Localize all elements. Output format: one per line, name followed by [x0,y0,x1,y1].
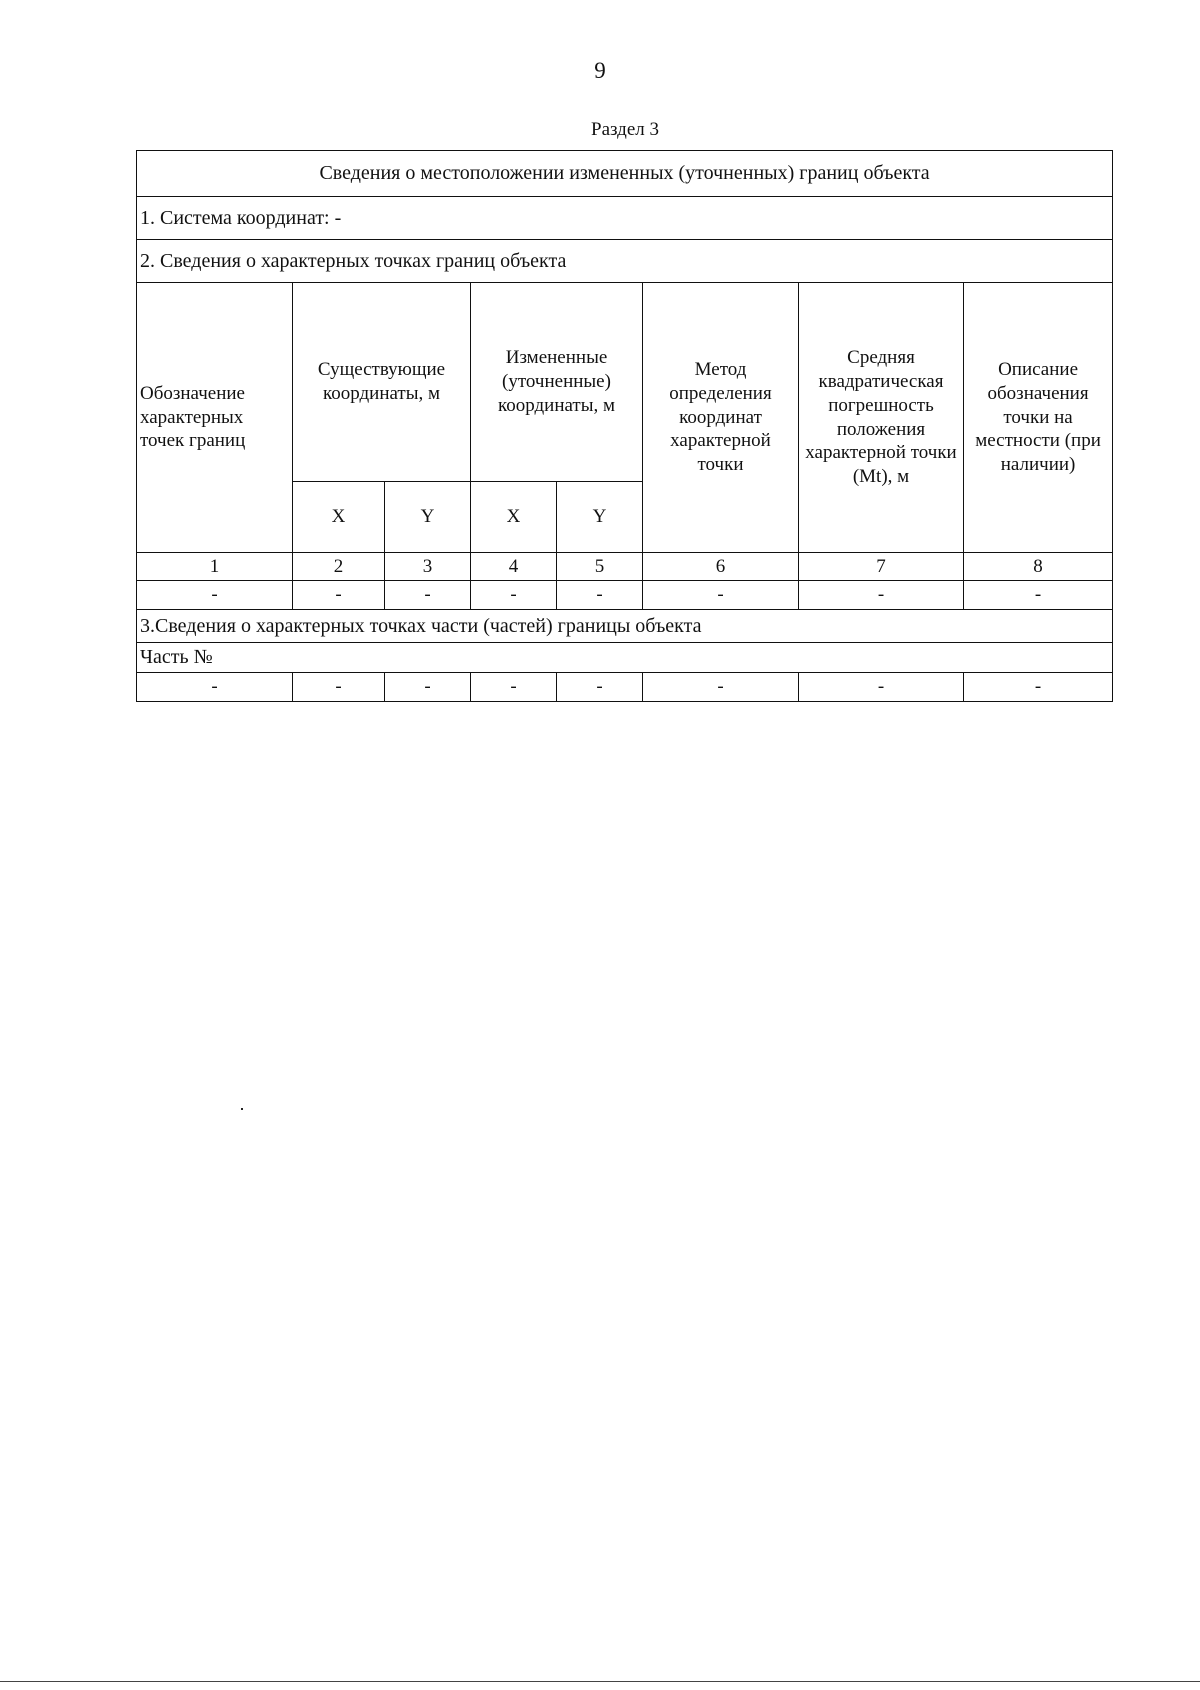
table-cell: - [137,581,293,610]
header-changed-coordinates: Измененные (уточненные) координаты, м [471,283,643,482]
table-title-row [137,151,1113,197]
table-cell: - [643,581,799,610]
points-heading: 2. Сведения о характерных точках границ объекта [137,240,1113,283]
scan-speck [241,1108,243,1110]
column-number-row [137,553,1113,581]
header-method: Метод определения координат характерной точки [643,283,799,553]
table-cell: - [799,581,964,610]
header-y-changed: Y [557,482,643,553]
section-title: Раздел 3 [591,119,659,140]
table-cell: - [557,581,643,610]
table-cell: - [557,673,643,702]
header-point-designation: Обозначение характерных точек границ [137,283,293,553]
column-number: 1 [137,553,293,581]
header-existing-coordinates: Существующие координаты, м [293,283,471,482]
header-row [137,283,1113,482]
points-heading-row [137,240,1113,283]
table-cell: - [137,673,293,702]
table-cell: - [293,581,385,610]
header-x-existing: X [293,482,385,553]
header-point-description: Описание обозначения точки на местности (при наличии) [964,283,1113,553]
table-cell: - [293,673,385,702]
column-number: 4 [471,553,557,581]
bottom-rule [0,1681,1200,1682]
column-number: 8 [964,553,1113,581]
column-number: 6 [643,553,799,581]
table-cell: - [799,673,964,702]
coordinate-system: 1. Система координат: - [137,197,1113,240]
part-heading-row [137,610,1113,643]
column-number: 2 [293,553,385,581]
column-number: 5 [557,553,643,581]
table-cell: - [471,581,557,610]
boundary-coordinates-table [136,150,1113,702]
header-mean-square-error: Средняя квадратическая погрешность положения характерной точки (Mt), м [799,283,964,553]
table-row [137,581,1113,610]
page-number: 9 [594,58,606,83]
table-cell: - [643,673,799,702]
part-label-row [137,643,1113,673]
column-number: 3 [385,553,471,581]
coordinate-system-row [137,197,1113,240]
header-x-changed: X [471,482,557,553]
table-cell: - [964,673,1113,702]
table-title: Сведения о местоположении измененных (уточненных) границ объекта [137,151,1113,197]
column-number: 7 [799,553,964,581]
table-cell: - [385,673,471,702]
header-y-existing: Y [385,482,471,553]
table-cell: - [471,673,557,702]
table-cell: - [964,581,1113,610]
part-heading: 3.Сведения о характерных точках части (частей) границы объекта [137,610,1113,643]
table-row [137,673,1113,702]
table-cell: - [385,581,471,610]
part-label: Часть № [137,643,1113,673]
